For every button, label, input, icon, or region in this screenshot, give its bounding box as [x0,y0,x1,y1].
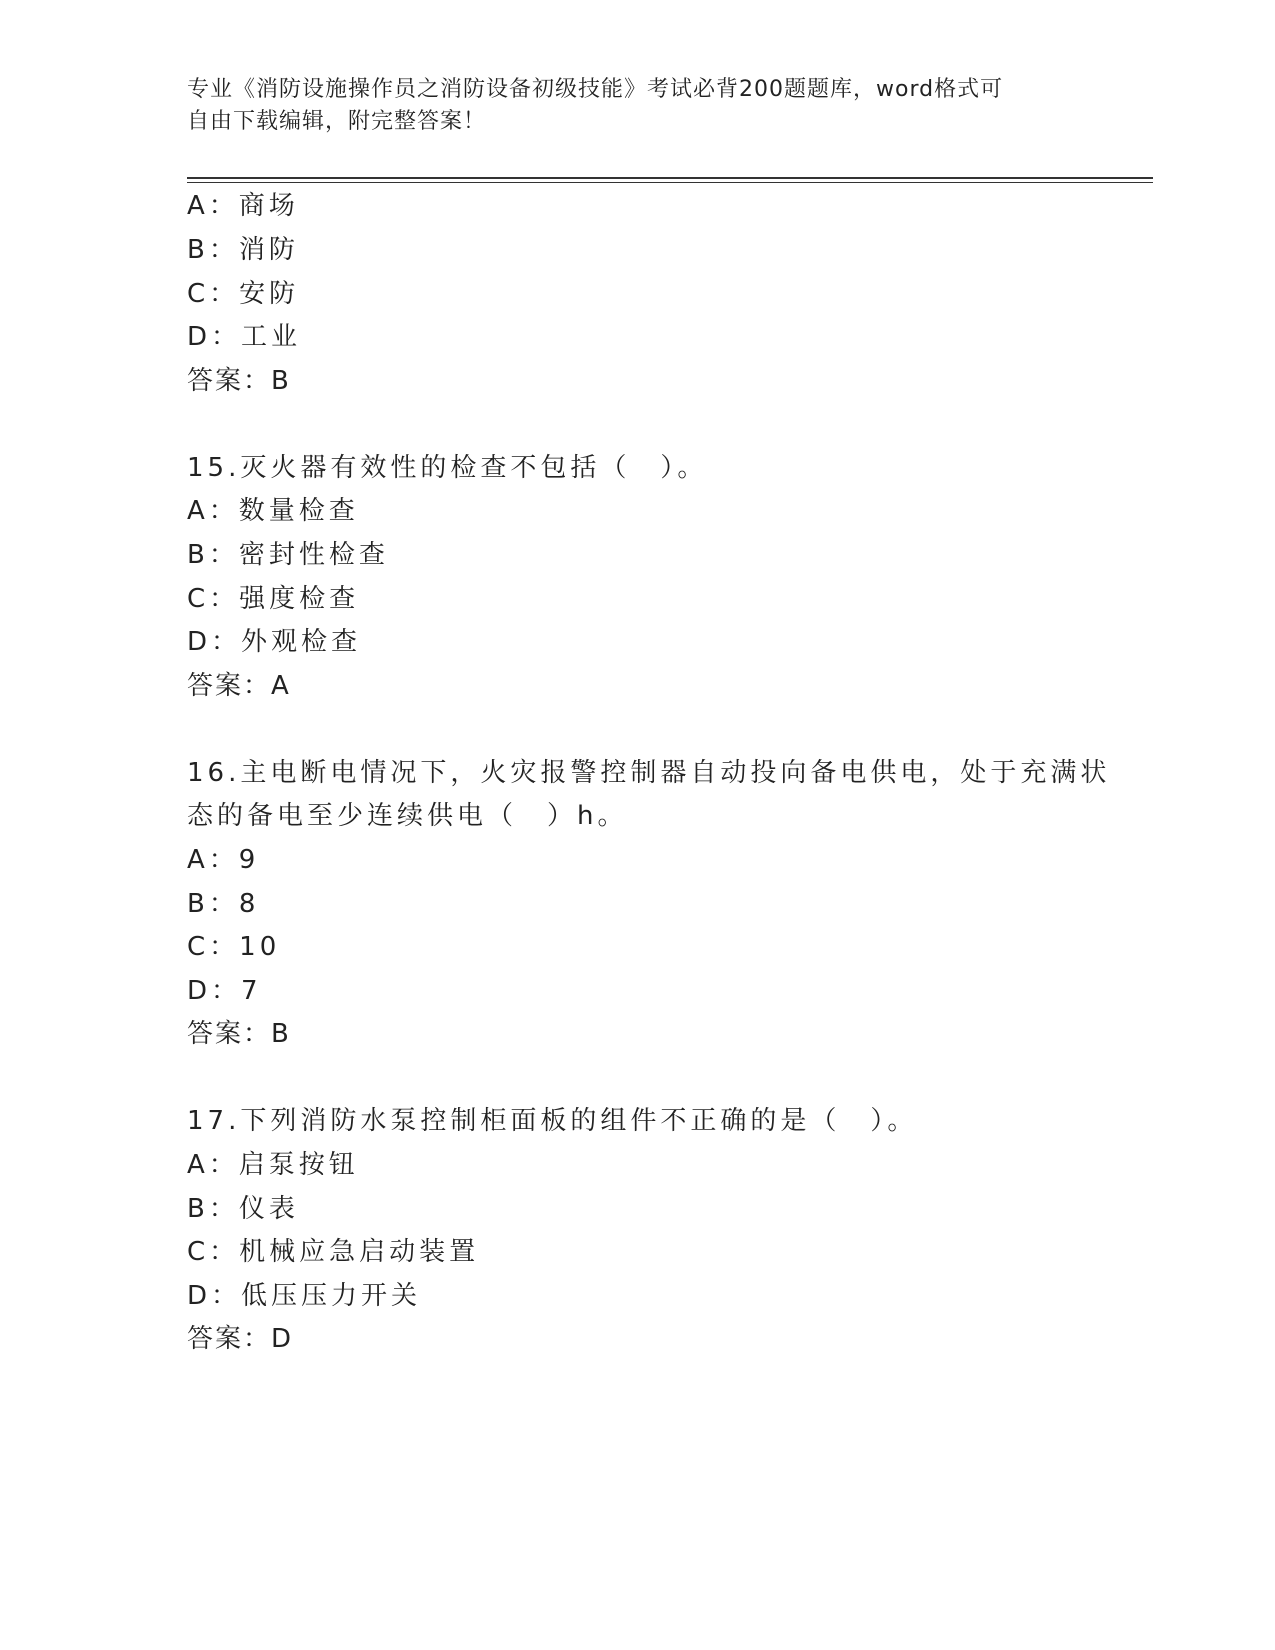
answer: 答案：B [187,1019,291,1049]
question-17-stem: 17.下列消防水泵控制柜面板的组件不正确的是（ ）。 [187,1106,918,1136]
header-divider-bottom [187,182,1153,183]
option-a: A：9 [187,845,260,875]
option-d: D：工业 [187,322,302,352]
option-b: B：8 [187,889,260,919]
option-d: D：7 [187,976,262,1006]
question-15-stem: 15.灭火器有效性的检查不包括（ ）。 [187,453,708,483]
option-a: A：商场 [187,191,299,221]
answer: 答案：B [187,366,291,396]
option-a: A：启泵按钮 [187,1150,359,1180]
answer: 答案：A [187,671,291,701]
option-b: B：仪表 [187,1194,299,1224]
answer: 答案：D [187,1324,294,1354]
option-b: B：消防 [187,235,299,265]
option-d: D：外观检查 [187,627,362,657]
question-16-stem-line-1: 16.主电断电情况下，火灾报警控制器自动投向备电供电，处于充满状 [187,758,1111,788]
question-16-stem-line-2: 态的备电至少连续供电（ ）h。 [187,801,628,831]
header-line-1: 专业《消防设施操作员之消防设备初级技能》考试必背200题题库，word格式可 [187,77,1004,102]
header-line-2: 自由下载编辑，附完整答案！ [187,109,487,134]
option-c: C：强度检查 [187,584,360,614]
option-c: C：10 [187,932,281,962]
option-c: C：机械应急启动装置 [187,1237,480,1267]
document-header [187,74,1087,138]
option-d: D：低压压力开关 [187,1281,422,1311]
option-a: A：数量检查 [187,496,359,526]
option-b: B：密封性检查 [187,540,389,570]
header-divider-top [187,177,1153,179]
option-c: C：安防 [187,279,300,309]
